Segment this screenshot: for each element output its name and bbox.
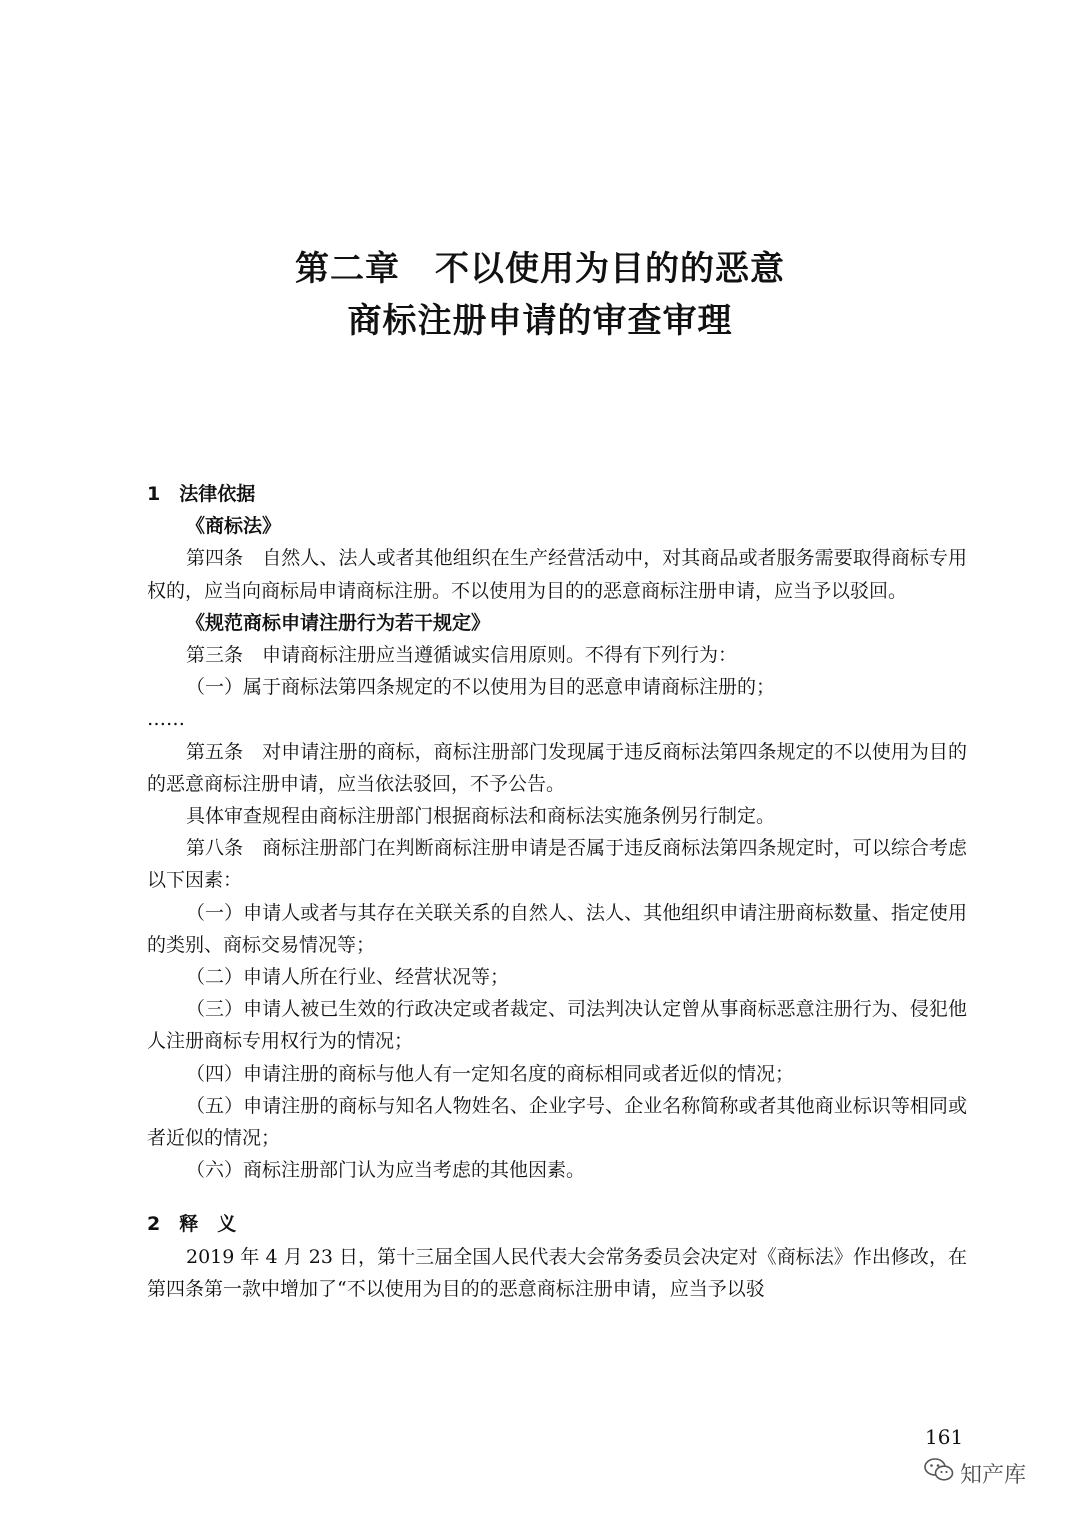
watermark xyxy=(924,1457,1026,1489)
ellipsis: …… xyxy=(147,708,185,731)
article-4-text: 第四条 自然人、法人或者其他组织在生产经营活动中，对其商品或者服务需要取得商标专用权的，应当向商标局申请商标注册。不以使用为目的的恶意商标注册申请，应当予以驳回。 xyxy=(147,547,967,602)
chapter-title-line1: 第二章 不以使用为目的的恶意 xyxy=(295,249,785,289)
article-8-item: （二）申请人所在行业、经营状况等； xyxy=(186,966,510,989)
section-heading-interpretation: 2 释 义 xyxy=(147,1213,237,1236)
section-gap xyxy=(147,1186,967,1208)
article-8-text: 第八条 商标注册部门在判断商标注册申请是否属于违反商标法第四条规定时，可以综合考虑以下因素： xyxy=(147,837,967,892)
wechat-icon xyxy=(924,1457,954,1489)
chapter-title xyxy=(0,243,1080,347)
law-title-regulations: 《规范商标申请注册行为若干规定》 xyxy=(186,611,491,634)
law-title-trademark-law: 《商标法》 xyxy=(186,515,282,538)
article-5-note: 具体审查规程由商标注册部门根据商标法和商标法实施条例另行制定。 xyxy=(186,805,776,828)
article-8-item: （六）商标注册部门认为应当考虑的其他因素。 xyxy=(186,1159,586,1182)
page-body xyxy=(147,478,967,1305)
article-5-text: 第五条 对申请注册的商标，商标注册部门发现属于违反商标法第四条规定的不以使用为目的的恶意商标注册申请，应当依法驳回，不予公告。 xyxy=(147,740,967,795)
watermark-text: 知产库 xyxy=(960,1462,1027,1488)
page-number: 161 xyxy=(925,1425,964,1449)
article-8-item: （五）申请注册的商标与知名人物姓名、企业字号、企业名称简称或者其他商业标识等相同或者近似的情况； xyxy=(147,1094,967,1150)
article-8-item: （四）申请注册的商标与他人有一定知名度的商标相同或者近似的情况； xyxy=(186,1062,795,1085)
chapter-title-line2: 商标注册申请的审查审理 xyxy=(347,301,733,341)
interpretation-paragraph: 2019 年 4 月 23 日，第十三届全国人民代表大会常务委员会决定对《商标法》作出修改，在第四条第一款中增加了“不以使用为目的的恶意商标注册申请，应当予以驳 xyxy=(147,1245,967,1300)
section-heading-legal-basis: 1 法律依据 xyxy=(147,483,256,505)
article-8-item: （一）申请人或者与其存在关联关系的自然人、法人、其他组织申请注册商标数量、指定使用的类别、商标交易情况等； xyxy=(147,901,967,956)
article-8-item: （三）申请人被已生效的行政决定或者裁定、司法判决认定曾从事商标恶意注册行为、侵犯他人注册商标专用权行为的情况； xyxy=(147,998,967,1053)
article-3-item-1: （一）属于商标法第四条规定的不以使用为目的恶意申请商标注册的； xyxy=(186,676,776,699)
article-3-text: 第三条 申请商标注册应当遵循诚实信用原则。不得有下列行为： xyxy=(186,644,738,667)
